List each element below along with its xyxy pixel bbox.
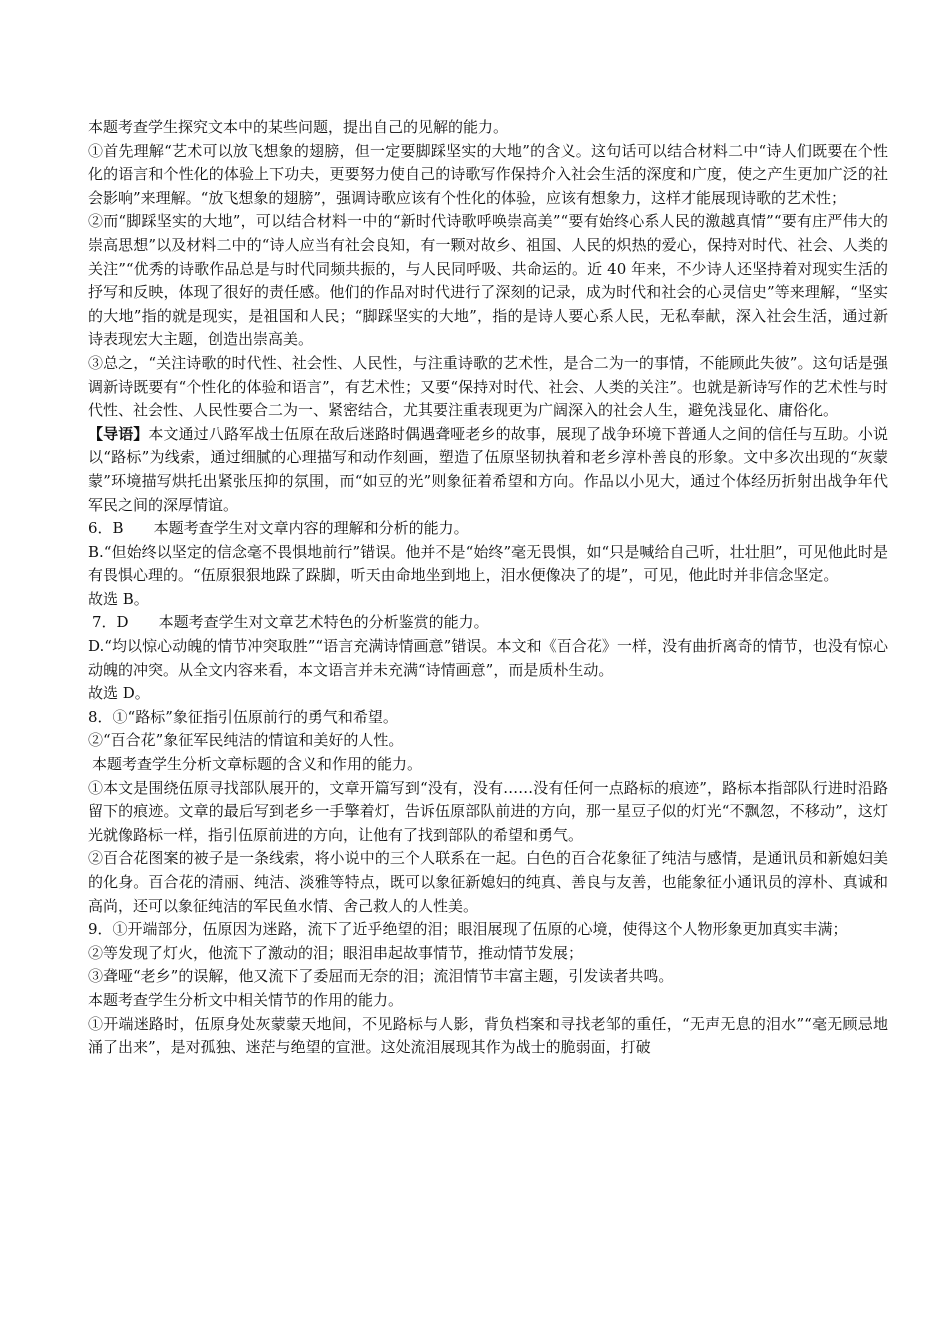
paragraph: ①首先理解“艺术可以放飞想象的翅膀，但一定要脚踩坚实的大地”的含义。这句话可以结合材料二中“诗人们既要在个性化的语言和个性化的体验上下功夫，更要努力使自己的诗歌写作保持介入社会生活的深度和广度，使之产生更加广泛的社会影响”来理解。“放飞想象的翅膀”，强调诗歌应该有个性化的体验，应该有想象力，这样才能展现诗歌的艺术性； [88, 141, 888, 207]
paragraph [88, 423, 888, 517]
paragraph: 本题考查学生探究文本中的某些问题，提出自己的见解的能力。 [88, 118, 509, 136]
paragraph: ①本文是围绕伍原寻找部队展开的，文章开篇写到“没有，没有……没有任何一点路标的痕迹”，路标本指部队行进时沿路留下的痕迹。文章的最后写到老乡一手擎着灯，告诉伍原部队前进的方向，那一星豆子似的灯光“不飘忽，不移动”，这灯光就像路标一样，指引伍原前进的方向，让他有了找到部队的希望和勇气。 [88, 778, 888, 844]
paragraph: 6．B 本题考查学生对文章内容的理解和分析的能力。 [88, 519, 469, 538]
document-page [88, 116, 888, 1060]
paragraph: ②百合花图案的被子是一条线索，将小说中的三个人联系在一起。白色的百合花象征了纯洁与感情，是通讯员和新媳妇美的化身。百合花的清丽、纯洁、淡雅等特点，既可以象征新媳妇的纯真、善良与友善，也能象征小通讯员的淳朴、真诚和高尚，还可以象征纯洁的军民鱼水情、舍己救人的人性美。 [88, 849, 888, 915]
paragraph: 本题考查学生分析文章标题的含义和作用的能力。 [92, 755, 423, 774]
paragraph: ①开端迷路时，伍原身处灰蒙蒙天地间，不见路标与人影，背负档案和寻找老邹的重任，“无声无息的泪水”“毫无顾忌地涌了出来”，是对孤独、迷茫与绝望的宣泄。这处流泪展现其作为战士的脆弱面，打破 [88, 1014, 888, 1057]
paragraph: B.“但始终以坚定的信念毫不畏惧地前行”错误。他并不是“始终”毫无畏惧，如“只是喊给自己听，壮壮胆”，可见他此时是有畏惧心理的。“伍原狠狠地跺了跺脚，听天由命地坐到地上，泪水便像决了的堤”，可见，他此时并非信念坚定。 [88, 542, 888, 585]
paragraph: 故选 D。 [88, 684, 150, 703]
paragraph: 9．①开端部分，伍原因为迷路，流下了近乎绝望的泪；眼泪展现了伍原的心境，使得这个人物形象更加真实丰满； [88, 920, 848, 939]
paragraph: 故选 B。 [88, 589, 149, 608]
paragraph: ②等发现了灯火，他流下了激动的泪；眼泪串起故事情节，推动情节发展； [88, 943, 584, 962]
paragraph: ③总之，“关注诗歌的时代性、社会性、人民性，与注重诗歌的艺术性，是合二为一的事情，不能顾此失彼”。这句话是强调新诗既要有“个性化的体验和语言”，有艺术性；又要“保持对时代、社会、人类的关注”。也就是新诗写作的艺术性与时代性、社会性、人民性要合二为一、紧密结合，尤其要注重表现更为广阔深入的社会人生，避免浅显化、庸俗化。 [88, 353, 888, 420]
paragraph: D.“均以惊心动魄的情节冲突取胜”“语言充满诗情画意”错误。本文和《百合花》一样，没有曲折离奇的情节，也没有惊心动魄的冲突。从全文内容来看，本文语言并未充满“诗情画意”，而是质朴生动。 [88, 637, 888, 679]
paragraph: 7．D 本题考查学生对文章艺术特色的分析鉴赏的能力。 [92, 613, 489, 632]
paragraph: 本题考查学生分析文中相关情节的作用的能力。 [88, 990, 404, 1009]
paragraph: 8．①“路标”象征指引伍原前行的勇气和希望。 [88, 707, 398, 726]
intro-text: 本文通过八路军战士伍原在敌后迷路时偶遇聋哑老乡的故事，展现了战争环境下普通人之间的信任与互助。小说以“路标”为线索，通过细腻的心理描写和动作刻画，塑造了伍原坚韧执着和老乡淳朴善良的形象。文中多次出现的“灰蒙蒙”环境描写烘托出紧张压抑的氛围，而“如豆的光”则象征着希望和方向。作品以小见大，通过个体经历折射出战争年代军民之间的深厚情谊。 [88, 424, 888, 514]
paragraph: ②“百合花”象征军民纯洁的情谊和美好的人性。 [88, 731, 404, 750]
intro-tag: 【导语】 [88, 424, 149, 443]
paragraph: ②而“脚踩坚实的大地”，可以结合材料一中的“新时代诗歌呼唤崇高美”“要有始终心系人民的激越真情”“要有庄严伟大的崇高思想”以及材料二中的“诗人应当有社会良知，有一颗对故乡、祖国、人民的炽热的爱心，保持对时代、社会、人类的关注”“优秀的诗歌作品总是与时代同频共振的，与人民同呼吸、共命运的。近 40 年来，不少诗人还坚持着对现实生活的抒写和反映，体现了很好的责任感。他们的作品对时代进行了深刻的记录，成为时代和社会的心灵信史”等来理解，“坚实的大地”指的就是现实，是祖国和人民；“脚踩坚实的大地”，指的是诗人要心系人民，无私奉献，深入社会生活，通过新诗表现宏大主题，创造出崇高美。 [88, 212, 888, 349]
paragraph: ③聋哑“老乡”的误解，他又流下了委屈而无奈的泪；流泪情节丰富主题，引发读者共鸣。 [88, 967, 674, 986]
